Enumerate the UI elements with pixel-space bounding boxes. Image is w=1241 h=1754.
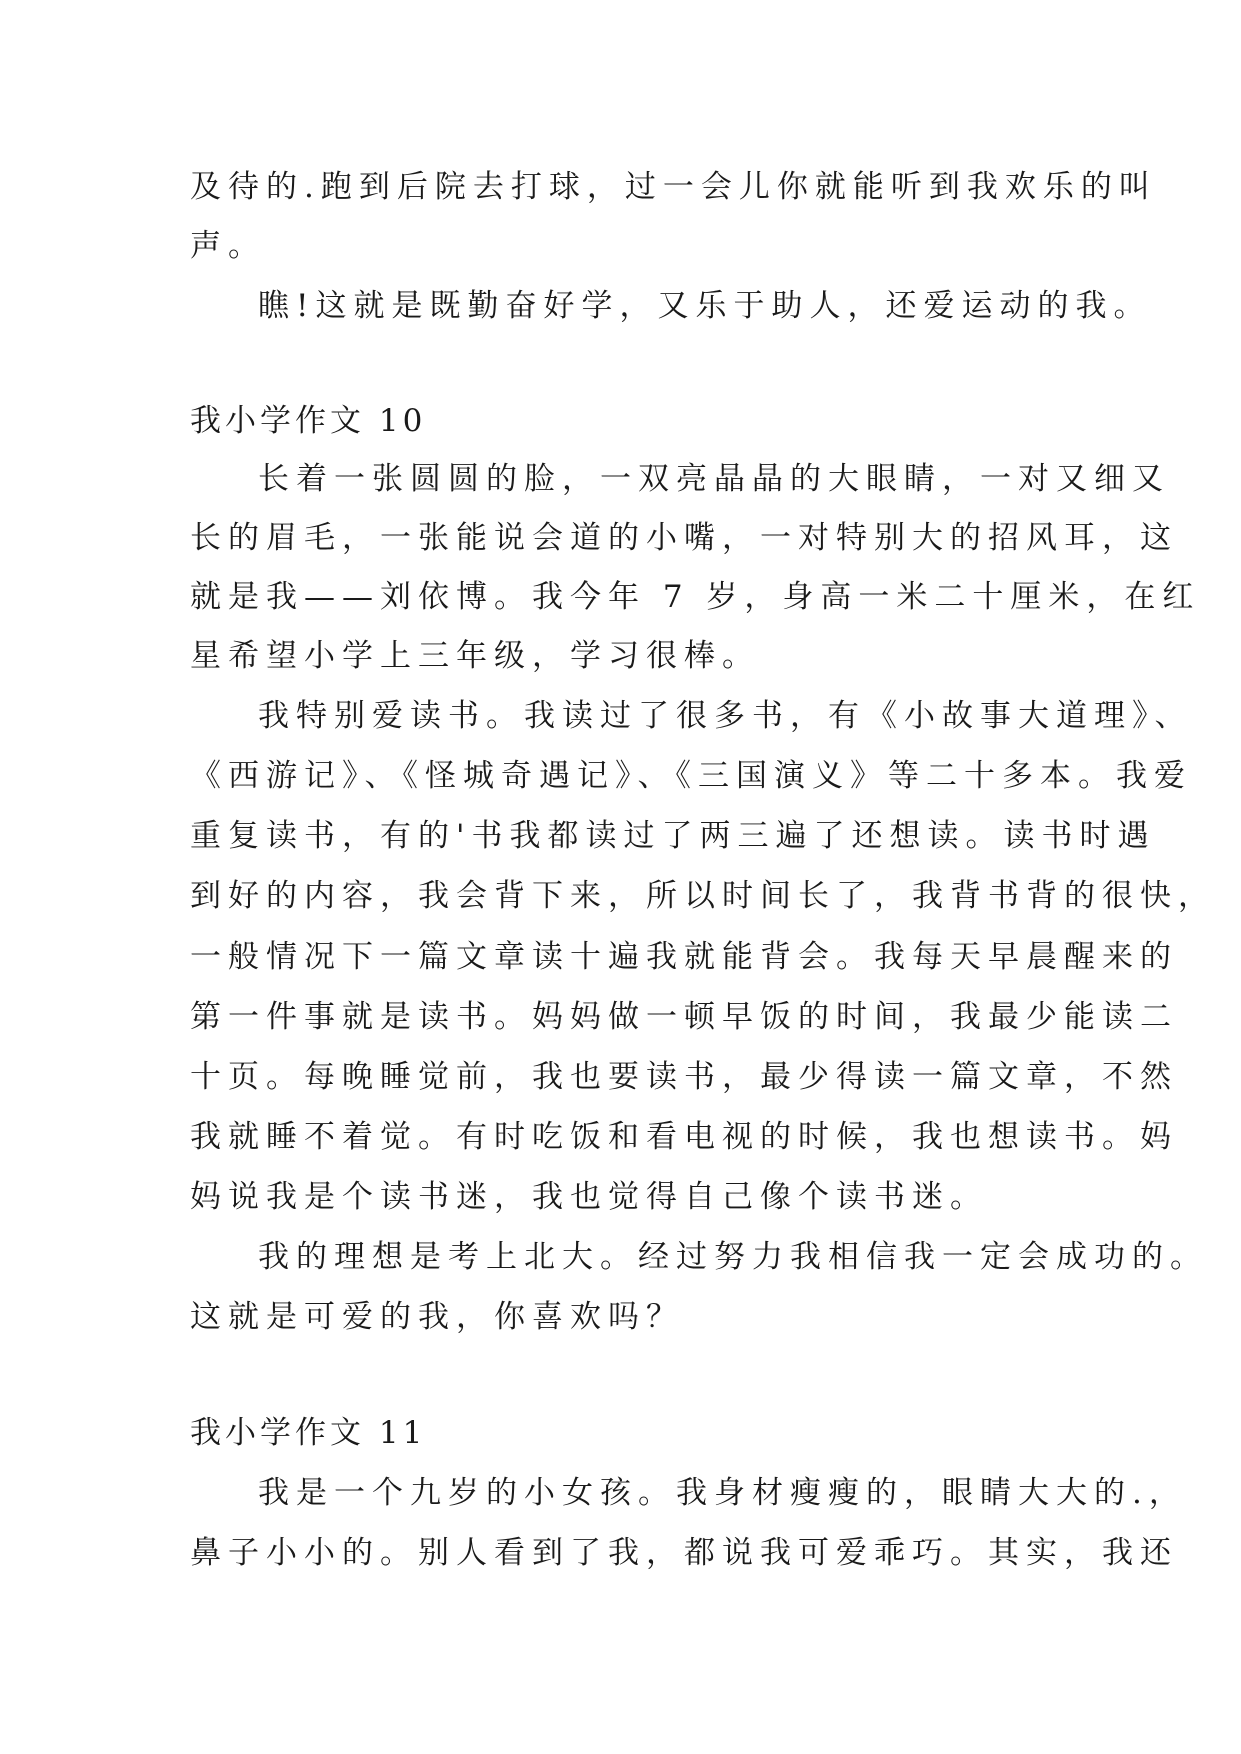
text-line: 妈说我是个读书迷，我也觉得自己像个读书迷。: [190, 1179, 988, 1215]
text-line: 长的眉毛，一张能说会道的小嘴，一对特别大的招风耳，这: [190, 520, 1178, 556]
paragraph-line: 瞧!这就是既勤奋好学，又乐于助人，还爱运动的我。: [258, 288, 1152, 324]
text-line: 声。: [190, 228, 266, 264]
text-line: 重复读书，有的'书我都读过了两三遍了还想读。读书时遇: [190, 818, 1156, 854]
text-line: 《西游记》、《怪城奇遇记》、《三国演义》等二十多本。我爱: [190, 758, 1192, 794]
text-line: 就是我——刘依博。我今年 7 岁，身高一米二十厘米，在红: [190, 579, 1201, 615]
paragraph-line: 我的理想是考上北大。经过努力我相信我一定会成功的。: [258, 1239, 1208, 1275]
text-line: 鼻子小小的。别人看到了我，都说我可爱乖巧。其实，我还: [190, 1535, 1178, 1571]
text-line: 星希望小学上三年级，学习很棒。: [190, 638, 760, 674]
text-line: 这就是可爱的我，你喜欢吗？: [190, 1299, 684, 1335]
text-line: 到好的内容，我会背下来，所以时间长了，我背书背的很快，: [190, 878, 1216, 914]
paragraph-line: 我特别爱读书。我读过了很多书，有《小故事大道理》、: [258, 698, 1193, 734]
text-line: 我就睡不着觉。有时吃饭和看电视的时候，我也想读书。妈: [190, 1119, 1178, 1155]
text-line: 及待的.跑到后院去打球，过一会儿你就能听到我欢乐的叫: [190, 169, 1157, 205]
section-heading: 我小学作文 10: [190, 403, 427, 439]
section-heading: 我小学作文 11: [190, 1415, 427, 1451]
text-line: 一般情况下一篇文章读十遍我就能背会。我每天早晨醒来的: [190, 939, 1178, 975]
paragraph-line: 长着一张圆圆的脸，一双亮晶晶的大眼睛，一对又细又: [258, 461, 1170, 497]
text-line: 十页。每晚睡觉前，我也要读书，最少得读一篇文章，不然: [190, 1059, 1178, 1095]
text-line: 第一件事就是读书。妈妈做一顿早饭的时间，我最少能读二: [190, 999, 1178, 1035]
paragraph-line: 我是一个九岁的小女孩。我身材瘦瘦的，眼睛大大的.，: [258, 1475, 1187, 1511]
